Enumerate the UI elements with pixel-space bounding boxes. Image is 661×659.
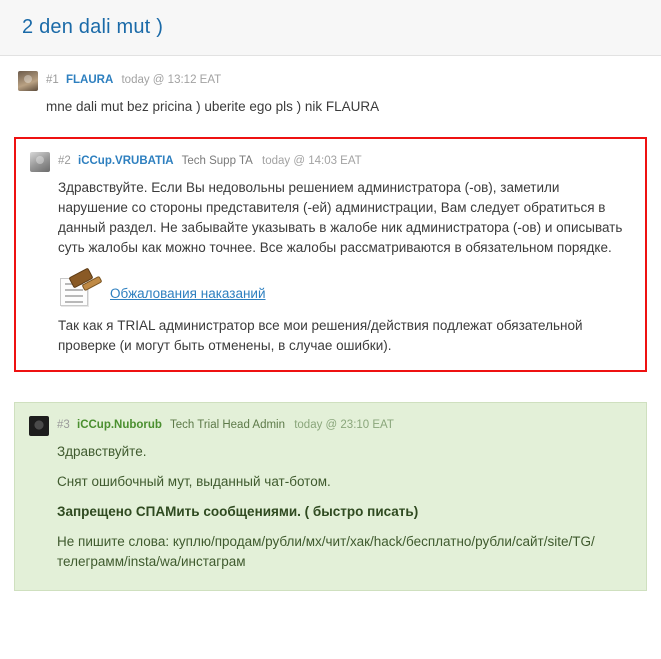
page-title: 2 den dali mut ) [22,16,164,38]
post-header [18,70,643,91]
post-timestamp: today @ 13:12 EAT [121,74,222,86]
post-author-link[interactable]: iCCup.Nuborub [77,419,162,431]
avatar[interactable] [30,152,50,172]
post-body [58,178,631,356]
post-list [0,56,661,631]
post-item-1 [0,56,661,127]
post-meta [46,70,221,88]
post-paragraph: Здравствуйте. [57,444,147,459]
post-timestamp: today @ 23:10 EAT [294,419,394,431]
post-header [30,151,631,172]
post-number: #1 [46,74,59,86]
post-author-link[interactable]: iCCup.VRUBATIA [78,155,174,167]
post-author-link[interactable]: FLAURA [66,74,114,86]
post-body [46,97,643,117]
post-paragraph: Снят ошибочный мут, выданный чат-ботом. [57,474,331,489]
post-number: #2 [58,155,71,167]
post-number: #3 [57,419,70,431]
post-paragraph: Так как я TRIAL администратор все мои решения/действия подлежат обязательной проверке (и могут быть отменены, в случае ошибки). [58,318,583,353]
post-body [57,442,632,572]
attachment-label[interactable]: Обжалования наказаний [110,286,266,301]
post-paragraph: mne dali mut bez pricina ) uberite ego pls ) nik FLAURA [46,99,380,114]
post-item-2 [14,137,647,372]
topic-header [0,0,661,56]
page-bottom-spacer [0,591,661,631]
attachment-link[interactable] [58,272,631,306]
avatar[interactable] [18,71,38,91]
post-author-rank: Tech Trial Head Admin [169,419,286,431]
avatar[interactable] [29,416,49,436]
post-meta [57,415,394,433]
post-paragraph-emphasis: Запрещено СПАМить сообщениями. ( быстро писать) [57,504,419,519]
post-item-3 [14,402,647,591]
post-timestamp: today @ 14:03 EAT [262,155,362,167]
post-paragraph: Не пишите слова: куплю/продам/рубли/мх/чит/хак/hack/бесплатно/рубли/сайт/site/TG/телеграмм/insta/wa/инстаграм [57,534,595,569]
gavel-document-icon [58,272,100,306]
post-author-rank: Tech Supp TA [181,155,253,167]
post-meta [58,151,362,169]
post-paragraph: Здравствуйте. Если Вы недовольны решением администратора (-ов), заметили нарушение со стороны представителя (-ей) администрации, Вам следует обратиться в данный раздел. Не забывайте указывать в жалобе ник администратора (-ов) и описывать суть жалобы как можно точнее. Все жалобы рассматриваются в обязательном порядке. [58,180,623,255]
post-header [29,415,632,436]
